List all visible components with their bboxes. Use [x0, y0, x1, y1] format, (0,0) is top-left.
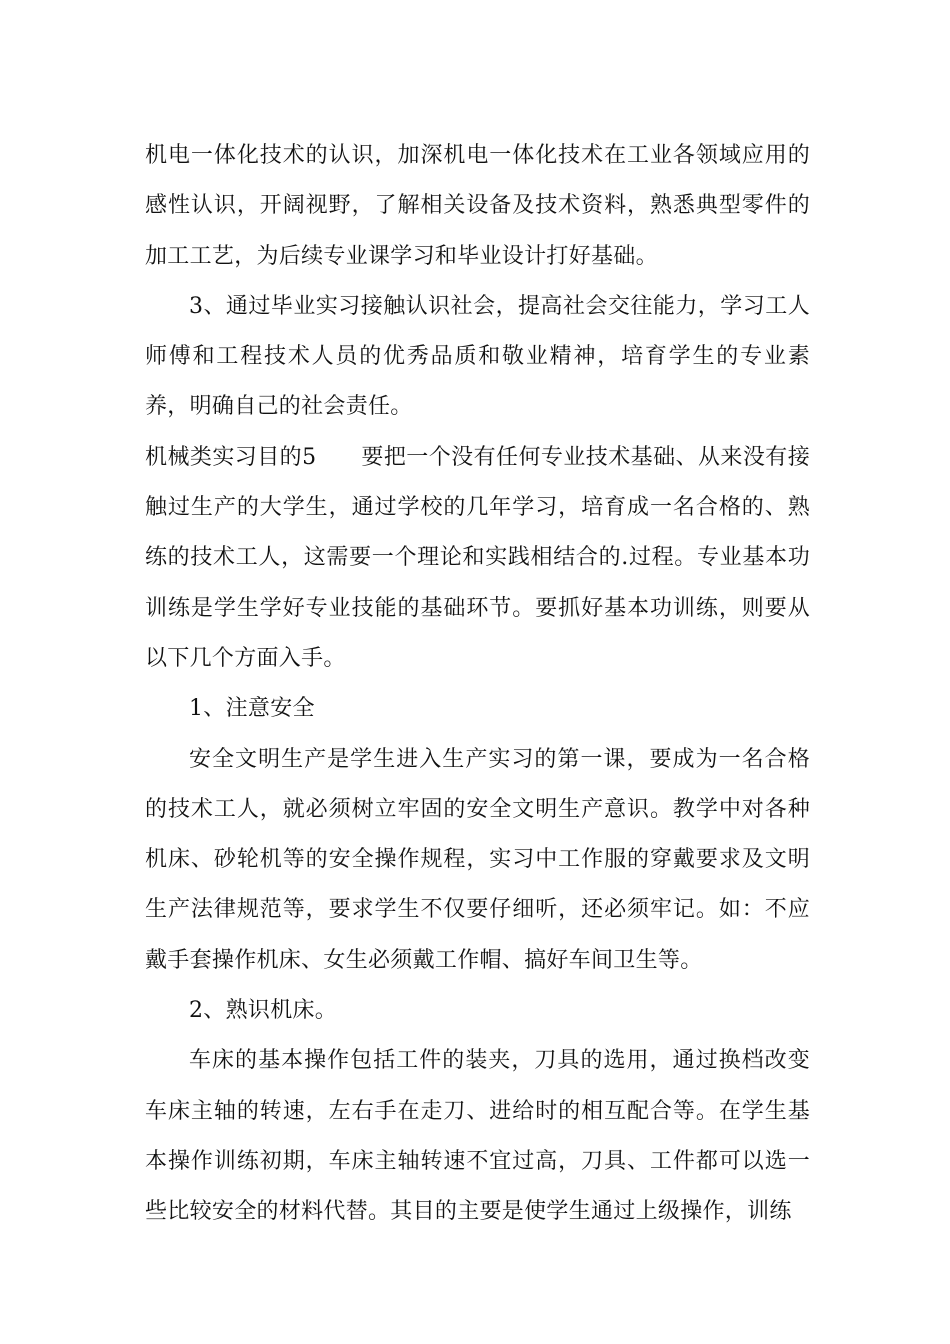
paragraph-safety: 安全文明生产是学生进入生产实习的第一课，要成为一名合格的技术工人，就必须树立牢固的安全文明生产意识。教学中对各种机床、砂轮机等的安全操作规程，实习中工作服的穿戴要求及文明生产法律规范等，要求学生不仅要仔细听，还必须牢记。如：不应戴手套操作机床、女生必须戴工作帽、搞好车间卫生等。	[145, 746, 810, 973]
paragraph-item-3: 3、通过毕业实习接触认识社会，提高社会交往能力，学习工人师傅和工程技术人员的优秀品质和敬业精神，培育学生的专业素养，明确自己的社会责任。	[145, 293, 810, 420]
heading-know-machine: 2、熟识机床。	[189, 998, 338, 1024]
paragraph-section-5: 机械类实习目的5 要把一个没有任何专业技术基础、从来没有接触过生产的大学生，通过学校的几年学习，培育成一名合格的、熟练的技术工人，这需要一个理论和实践相结合的.过程。专业基本功训练是学生学好专业技能的基础环节。要抓好基本功训练，则要从以下几个方面入手。	[145, 444, 810, 671]
document-body	[145, 131, 810, 1238]
paragraph-lathe-operation: 车床的基本操作包括工件的装夹，刀具的选用，通过换档改变车床主轴的转速，左右手在走刀、进给时的相互配合等。在学生基本操作训练初期，车床主轴转速不宜过高，刀具、工件都可以选一些比较安全的材料代替。其目的主要是使学生通过上级操作，训练	[145, 1048, 810, 1225]
paragraph-intro-continuation: 机电一体化技术的认识，加深机电一体化技术在工业各领域应用的感性认识，开阔视野，了解相关设备及技术资料，熟悉典型零件的加工工艺，为后续专业课学习和毕业设计打好基础。	[145, 143, 810, 269]
heading-safety: 1、注意安全	[189, 696, 315, 722]
